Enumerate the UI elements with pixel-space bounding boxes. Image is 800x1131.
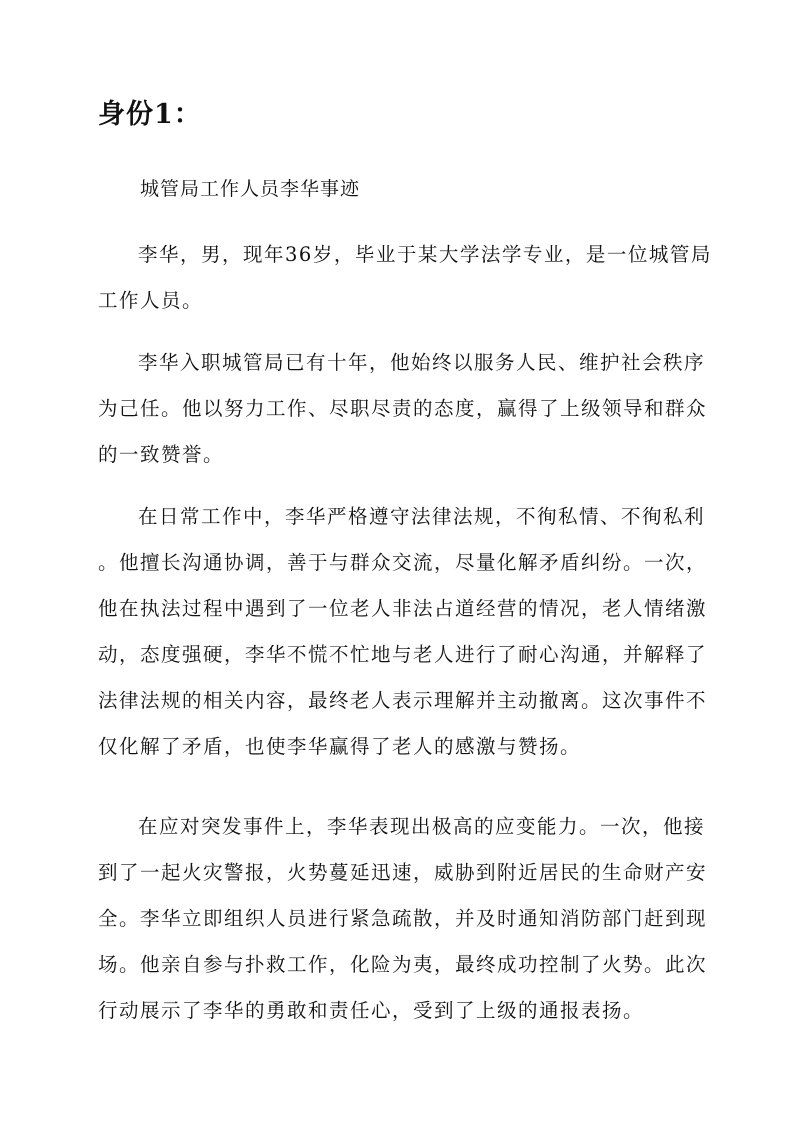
paragraph-line: 李华入职城管局已有十年，他始终以服务人民、维护社会秩序 <box>138 351 706 374</box>
paragraph-1 <box>98 232 712 324</box>
paragraph-3 <box>98 494 708 770</box>
paragraph-line: 仅化解了矛盾，也使李华赢得了老人的感激与赞扬。 <box>98 735 582 758</box>
paragraph-line: 到了一起火灾警报，火势蔓延迅速，威胁到附近居民的生命财产安 <box>98 861 708 884</box>
paragraph-line: 全。李华立即组织人员进行紧急疏散，并及时通知消防部门赶到现 <box>98 907 708 930</box>
document-title: 城管局工作人员李华事迹 <box>140 178 361 200</box>
paragraph-2 <box>98 340 708 478</box>
section-heading: 身份1： <box>98 99 202 130</box>
paragraph-line: 他在执法过程中遇到了一位老人非法占道经营的情况，老人情绪激 <box>98 597 708 620</box>
paragraph-line: 的一致赞誉。 <box>98 443 225 466</box>
paragraph-line: 在日常工作中，李华严格遵守法律法规，不徇私情、不徇私利 <box>138 505 706 528</box>
paragraph-line: 为己任。他以努力工作、尽职尽责的态度，赢得了上级领导和群众 <box>98 397 708 420</box>
paragraph-line: 李华，男，现年36岁，毕业于某大学法学专业，是一位城管局 <box>138 243 712 266</box>
paragraph-line: 行动展示了李华的勇敢和责任心，受到了上级的通报表扬。 <box>98 999 645 1022</box>
paragraph-line: 场。他亲自参与扑救工作，化险为夷，最终成功控制了火势。此次 <box>98 953 708 976</box>
paragraph-4 <box>98 804 708 1034</box>
paragraph-line: 法律法规的相关内容，最终老人表示理解并主动撤离。这次事件不 <box>98 689 708 712</box>
paragraph-line: 在应对突发事件上，李华表现出极高的应变能力。一次，他接 <box>138 815 706 838</box>
paragraph-line: 动，态度强硬，李华不慌不忙地与老人进行了耐心沟通，并解释了 <box>98 643 708 666</box>
paragraph-line: 。他擅长沟通协调，善于与群众交流，尽量化解矛盾纠纷。一次， <box>98 551 708 574</box>
paragraph-line: 工作人员。 <box>98 289 204 312</box>
